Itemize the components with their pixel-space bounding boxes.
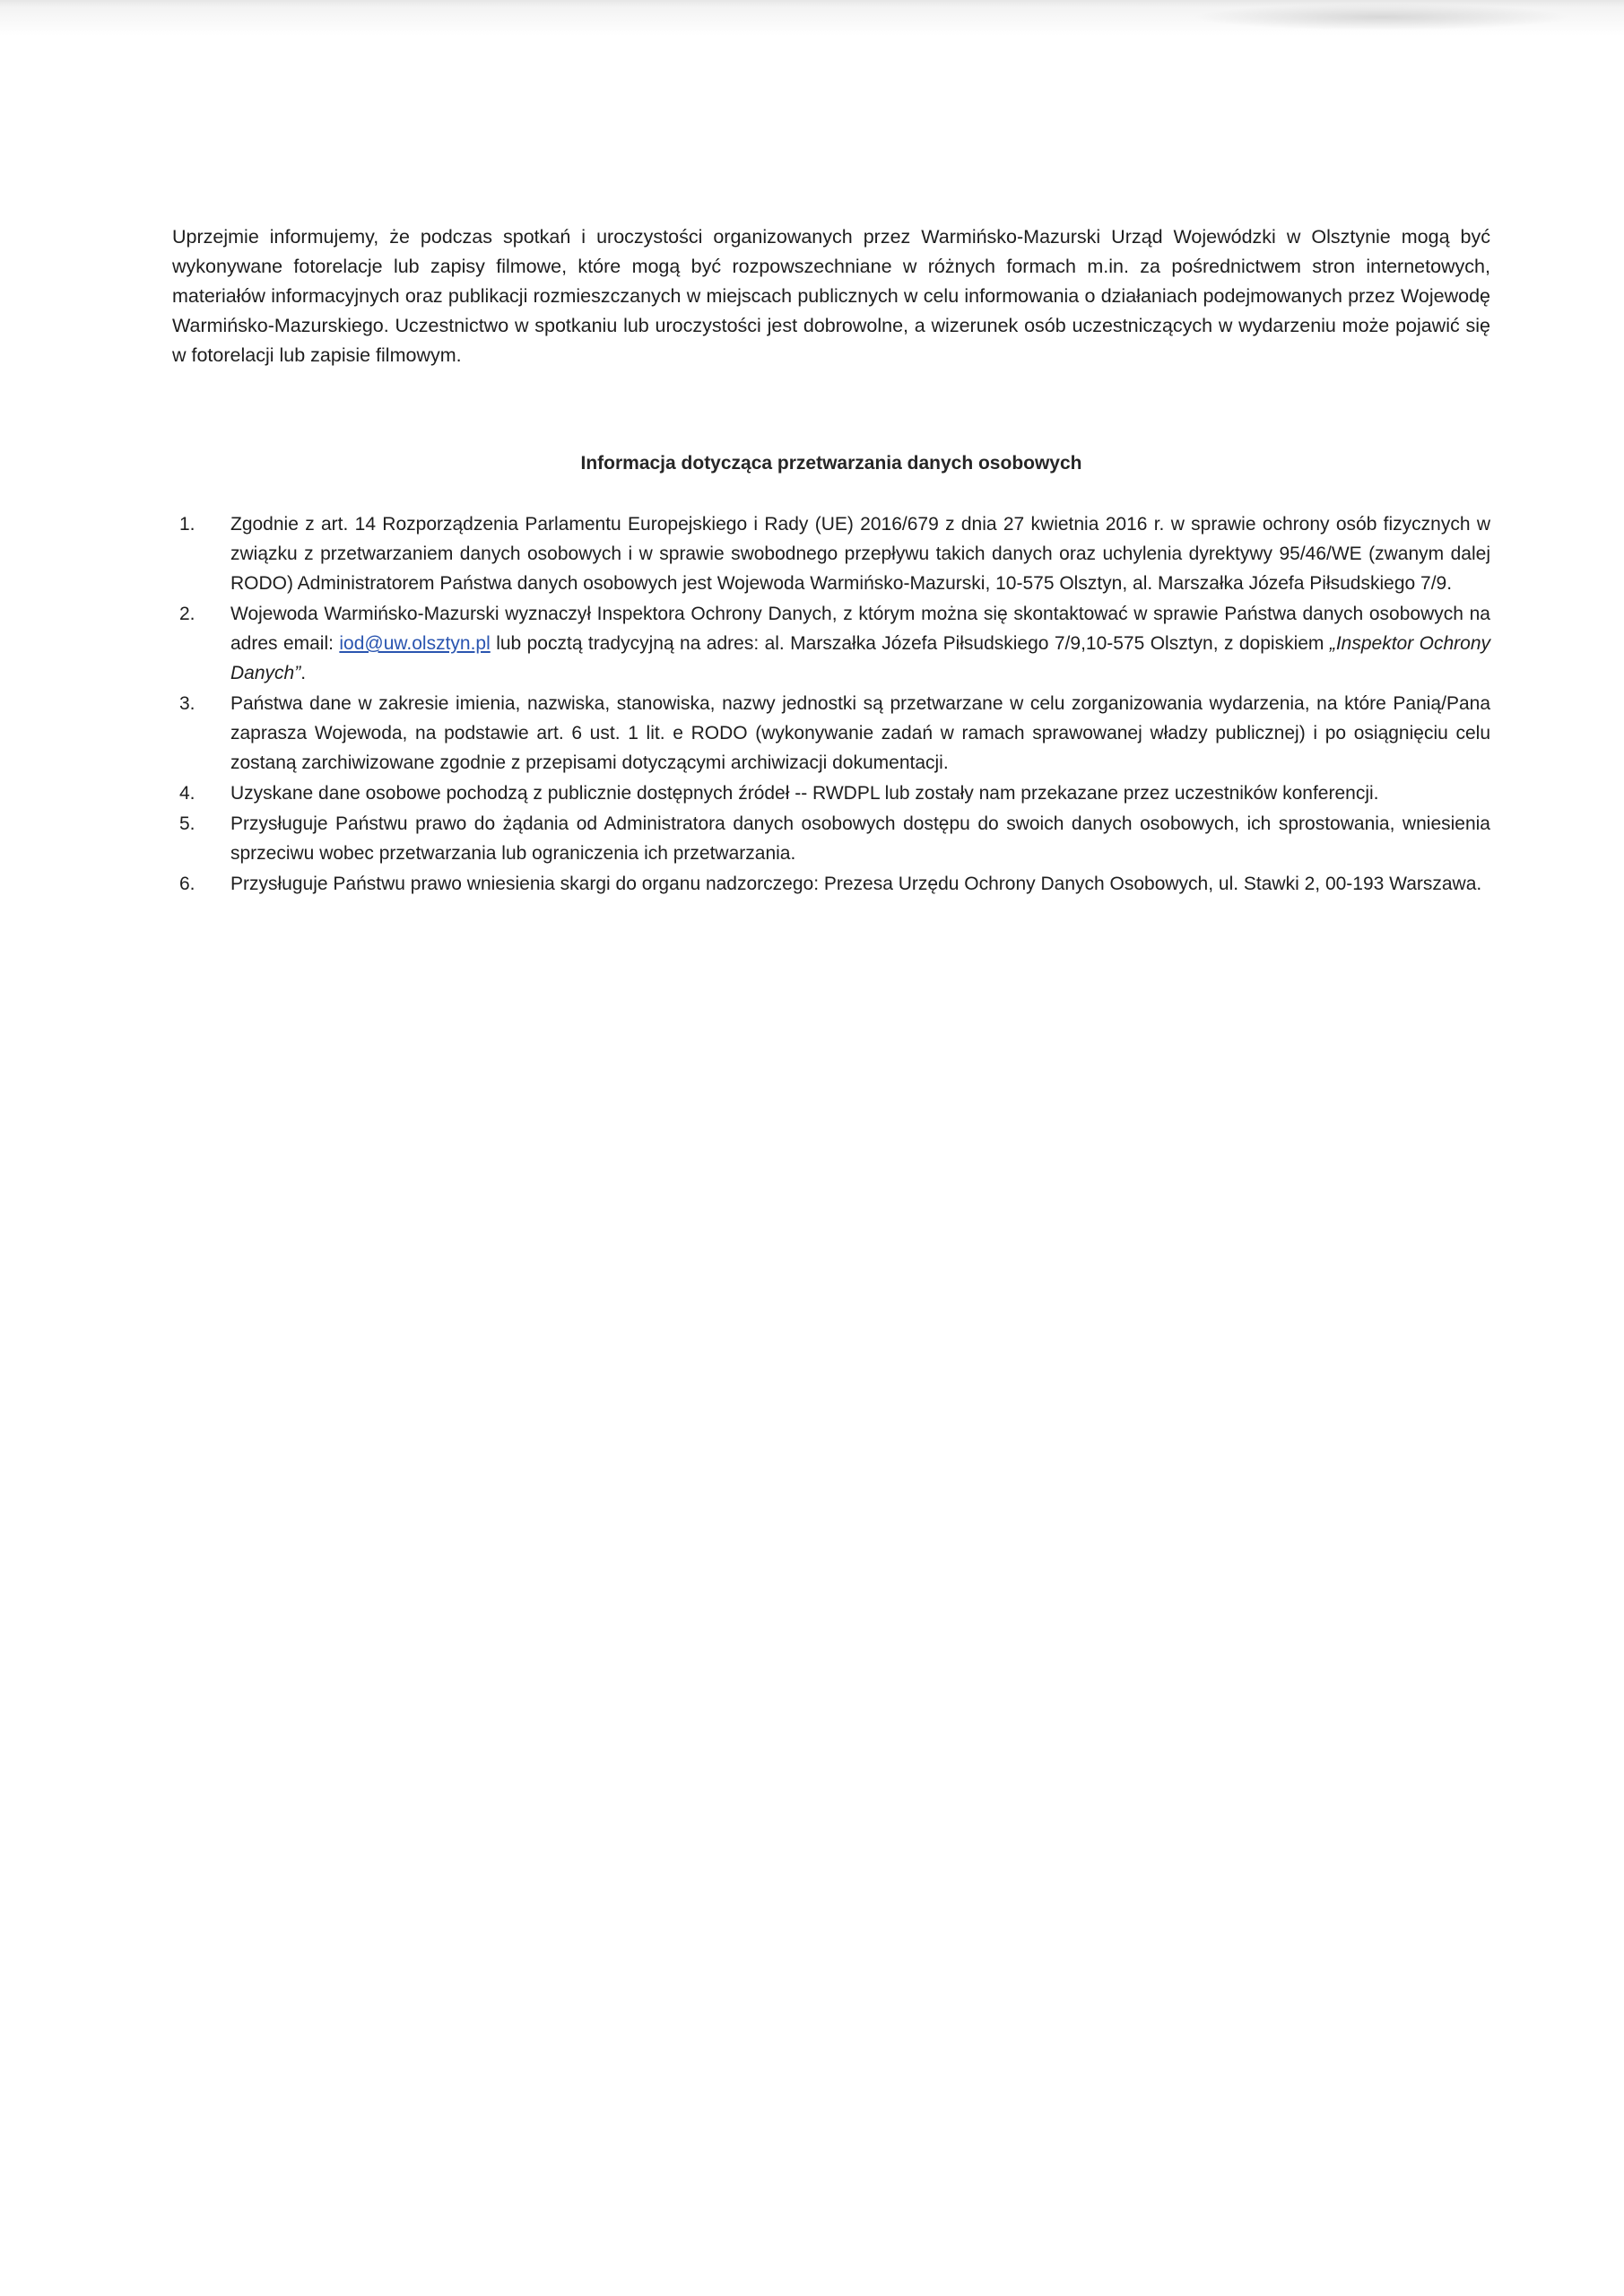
list-item-text-after: lub pocztą tradycyjną na adres: al. Marszałka Józefa Piłsudskiego 7/9,10-575 Olsztyn, z dopiskiem [490, 633, 1330, 654]
numbered-list [172, 509, 1490, 900]
list-item-text: Uzyskane dane osobowe pochodzą z publicznie dostępnych źródeł -- RWDPL lub zostały nam przekazane przez uczestników konferencji. [230, 783, 1379, 804]
list-item-number: 6. [179, 874, 195, 894]
list-item [172, 509, 1490, 598]
section-title: Informacja dotycząca przetwarzania danych osobowych [580, 453, 1082, 474]
list-item [172, 778, 1490, 808]
list-item [172, 599, 1490, 688]
intro-paragraph: Uprzejmie informujemy, że podczas spotkań i uroczystości organizowanych przez Warmińsko-Mazurski Urząd Wojewódzki w Olsztynie mogą być wykonywane fotorelacje lub zapisy filmowe, które mogą być rozpowszechniane w różnych formach m.in. za pośrednictwem stron internetowych, materiałów informacyjnych oraz publikacji rozmieszczanych w miejscach publicznych w celu informowania o działaniach podejmowanych przez Wojewodę Warmińsko-Mazurskiego. Uczestnictwo w spotkaniu lub uroczystości jest dobrowolne, a wizerunek osób uczestniczących w wydarzeniu może pojawić się w fotorelacji lub zapisie filmowym. [172, 226, 1490, 366]
list-item-text: Państwa dane w zakresie imienia, nazwiska, stanowiska, nazwy jednostki są przetwarzane w celu zorganizowania wydarzenia, na które Panią/Pana zaprasza Wojewoda, na podstawie art. 6 ust. 1 lit. e RODO (wykonywanie zadań w ramach sprawowanej władzy publicznej) i po osiągnięciu celu zostaną zarchiwizowane zgodnie z przepisami dotyczącymi archiwizacji dokumentacji. [230, 693, 1490, 773]
list-item-number: 5. [179, 813, 195, 834]
list-item [172, 869, 1490, 899]
list-item-text: Przysługuje Państwu prawo do żądania od Administratora danych osobowych dostępu do swoich danych osobowych, ich sprostowania, wniesienia sprzeciwu wobec przetwarzania lub ograniczenia ich przetwarzania. [230, 813, 1490, 864]
list-item-number: 2. [179, 604, 195, 624]
list-item [172, 689, 1490, 778]
list-item-text: Zgodnie z art. 14 Rozporządzenia Parlamentu Europejskiego i Rady (UE) 2016/679 z dnia 27 kwietnia 2016 r. w sprawie ochrony osób fizycznych w związku z przetwarzaniem danych osobowych i w sprawie swobodnego przepływu takich danych oraz uchylenia dyrektywy 95/46/WE (zwanym dalej RODO) Administratorem Państwa danych osobowych jest Wojewoda Warmińsko-Mazurski, 10-575 Olsztyn, al. Marszałka Józefa Piłsudskiego 7/9. [230, 514, 1490, 594]
list-item-number: 4. [179, 783, 195, 804]
scan-edge-shadow [0, 0, 1624, 54]
list-item-text [230, 599, 1490, 688]
list-item-text-before: Wojewoda Warmińsko-Mazurski wyznaczył Inspektora Ochrony Danych, z którym można się skontaktować w sprawie Państwa danych osobowych na adres email: [230, 604, 1490, 654]
list-item [172, 809, 1490, 868]
italic-annotation: „Inspektor Ochrony Danych” [230, 633, 1490, 683]
list-item-text-end: . [300, 663, 307, 683]
email-link[interactable]: iod@uw.olsztyn.pl [339, 633, 491, 654]
list-item-text: Przysługuje Państwu prawo wniesienia skargi do organu nadzorczego: Prezesa Urzędu Ochrony Danych Osobowych, ul. Stawki 2, 00-193 Warszawa. [230, 874, 1482, 894]
document-page [172, 222, 1490, 894]
list-item-number: 1. [179, 514, 195, 535]
list-item-number: 3. [179, 693, 195, 714]
